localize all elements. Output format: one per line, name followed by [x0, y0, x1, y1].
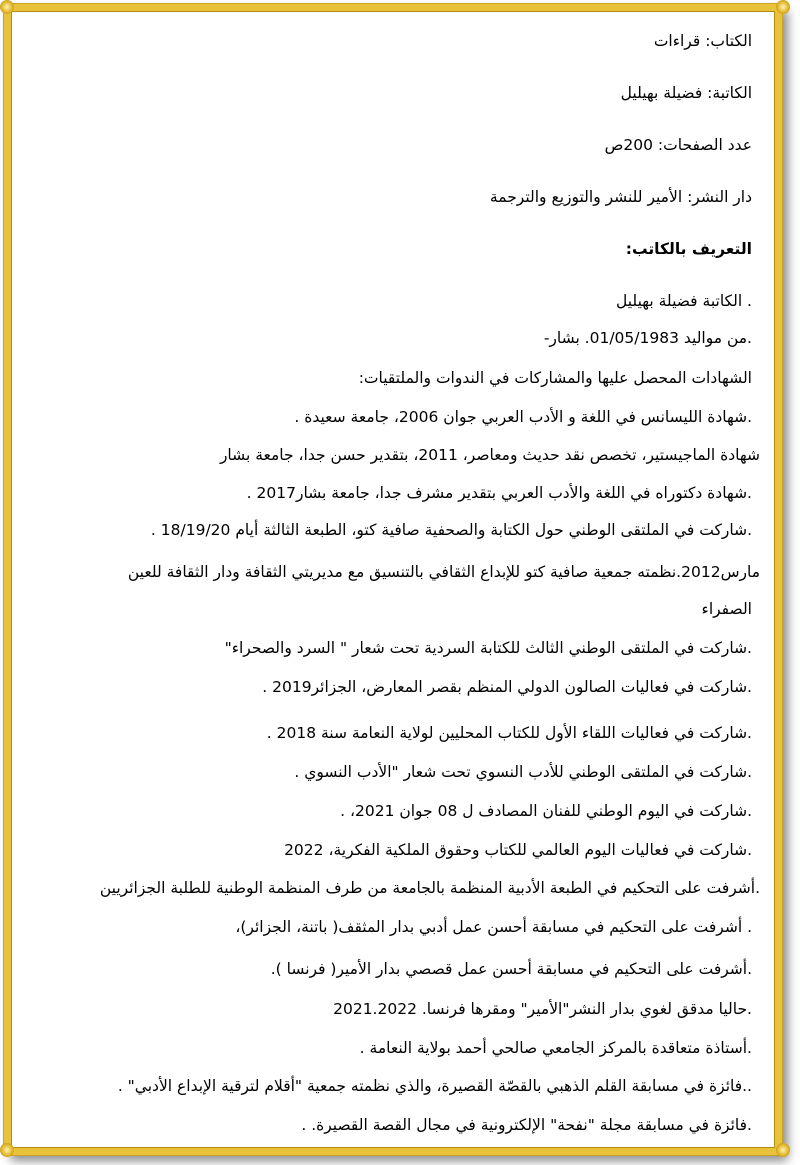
bio-heading: التعريف بالكاتب: [625, 240, 752, 258]
bio-line: . الكاتبة فضيلة بهيليل [616, 292, 752, 310]
bio-line: .أشرفت على التحكيم في الطبعة الأدبية المنظمة بالجامعة من طرف المنظمة الوطنية للطلبة الجزائريين [99, 879, 760, 897]
bio-line: .شهادة دكتوراه في اللغة والأدب العربي بتقدير مشرف جدا، جامعة بشار2017 . [246, 484, 752, 502]
bio-line: .أشرفت على التحكيم في مسابقة أحسن عمل قصصي بدار الأمير( فرنسا ). [270, 960, 752, 978]
bio-line: .شاركت في فعاليات اليوم العالمي للكتاب وحقوق الملكية الفكرية، 2022 [284, 841, 752, 859]
bio-line: .شاركت في الملتقى الوطني الثالث للكتابة السردية تحت شعار " السرد والصحراء" [224, 639, 752, 657]
bio-line: .حاليا مدقق لغوي بدار النشر"الأمير" ومقرها فرنسا. 2021.2022 [333, 1000, 752, 1018]
bio-line: . أشرفت على التحكيم في مسابقة أحسن عمل أدبي بدار المثقف( باتنة، الجزائر)، [235, 918, 752, 936]
bio-line: مارس2012.نظمته جمعية صافية كتو للإبداع الثقافي بالتنسيق مع مديريتي الثقافة ودار الثقافة للعين [127, 563, 760, 581]
bio-line: الشهادات المحصل عليها والمشاركات في الندوات والملتقيات: [358, 369, 752, 387]
book-pages: عدد الصفحات: 200ص [604, 136, 752, 154]
bio-line: .شاركت في الملتقى الوطني حول الكتابة والصحفية صافية كتو، الطبعة الثالثة أيام 18/19/20 . [150, 521, 752, 539]
bio-line: .شاركت في اليوم الوطني للفنان المصادف ل 08 جوان 2021، . [340, 802, 752, 820]
bio-line: .شاركت في فعاليات اللقاء الأول للكتاب المحليين لولاية النعامة سنة 2018 . [266, 724, 752, 742]
bio-line: .فائزة في مسابقة مجلة "نفحة" الإلكترونية في مجال القصة القصيرة. . [301, 1116, 752, 1134]
bio-line: الصفراء [701, 600, 752, 618]
bio-line: .شاركت في الملتقى الوطني للأدب النسوي تحت شعار "الأدب النسوي . [294, 763, 752, 781]
book-title: الكتاب: قراءات [653, 32, 752, 50]
frame-corner-ornament [776, 1143, 790, 1157]
frame-corner-ornament [0, 0, 14, 14]
frame-corner-ornament [0, 1143, 14, 1157]
bio-line: شهادة الماجيستير، تخصص نقد حديث ومعاصر، 2011، بتقدير حسن جدا، جامعة بشار [219, 446, 760, 464]
bio-line: .أستاذة متعاقدة بالمركز الجامعي صالحي أحمد بولاية النعامة . [359, 1039, 752, 1057]
bio-line: .من مواليد 01/05/1983. بشار- [543, 329, 752, 347]
bio-line: ..فائزة في مسابقة القلم الذهبي بالقصّة القصيرة، والذي نظمته جمعية "أقلام لترقية الإبداع الأدبي" . [117, 1077, 752, 1095]
book-author: الكاتبة: فضيلة بهيليل [620, 84, 752, 102]
book-publisher: دار النشر: الأمير للنشر والتوزيع والترجمة [489, 188, 752, 206]
frame-corner-ornament [776, 0, 790, 14]
bio-line: .شهادة الليسانس في اللغة و الأدب العربي جوان 2006، جامعة سعيدة . [294, 408, 752, 426]
bio-line: .شاركت في فعاليات الصالون الدولي المنظم بقصر المعارض، الجزائر2019 . [262, 678, 752, 696]
